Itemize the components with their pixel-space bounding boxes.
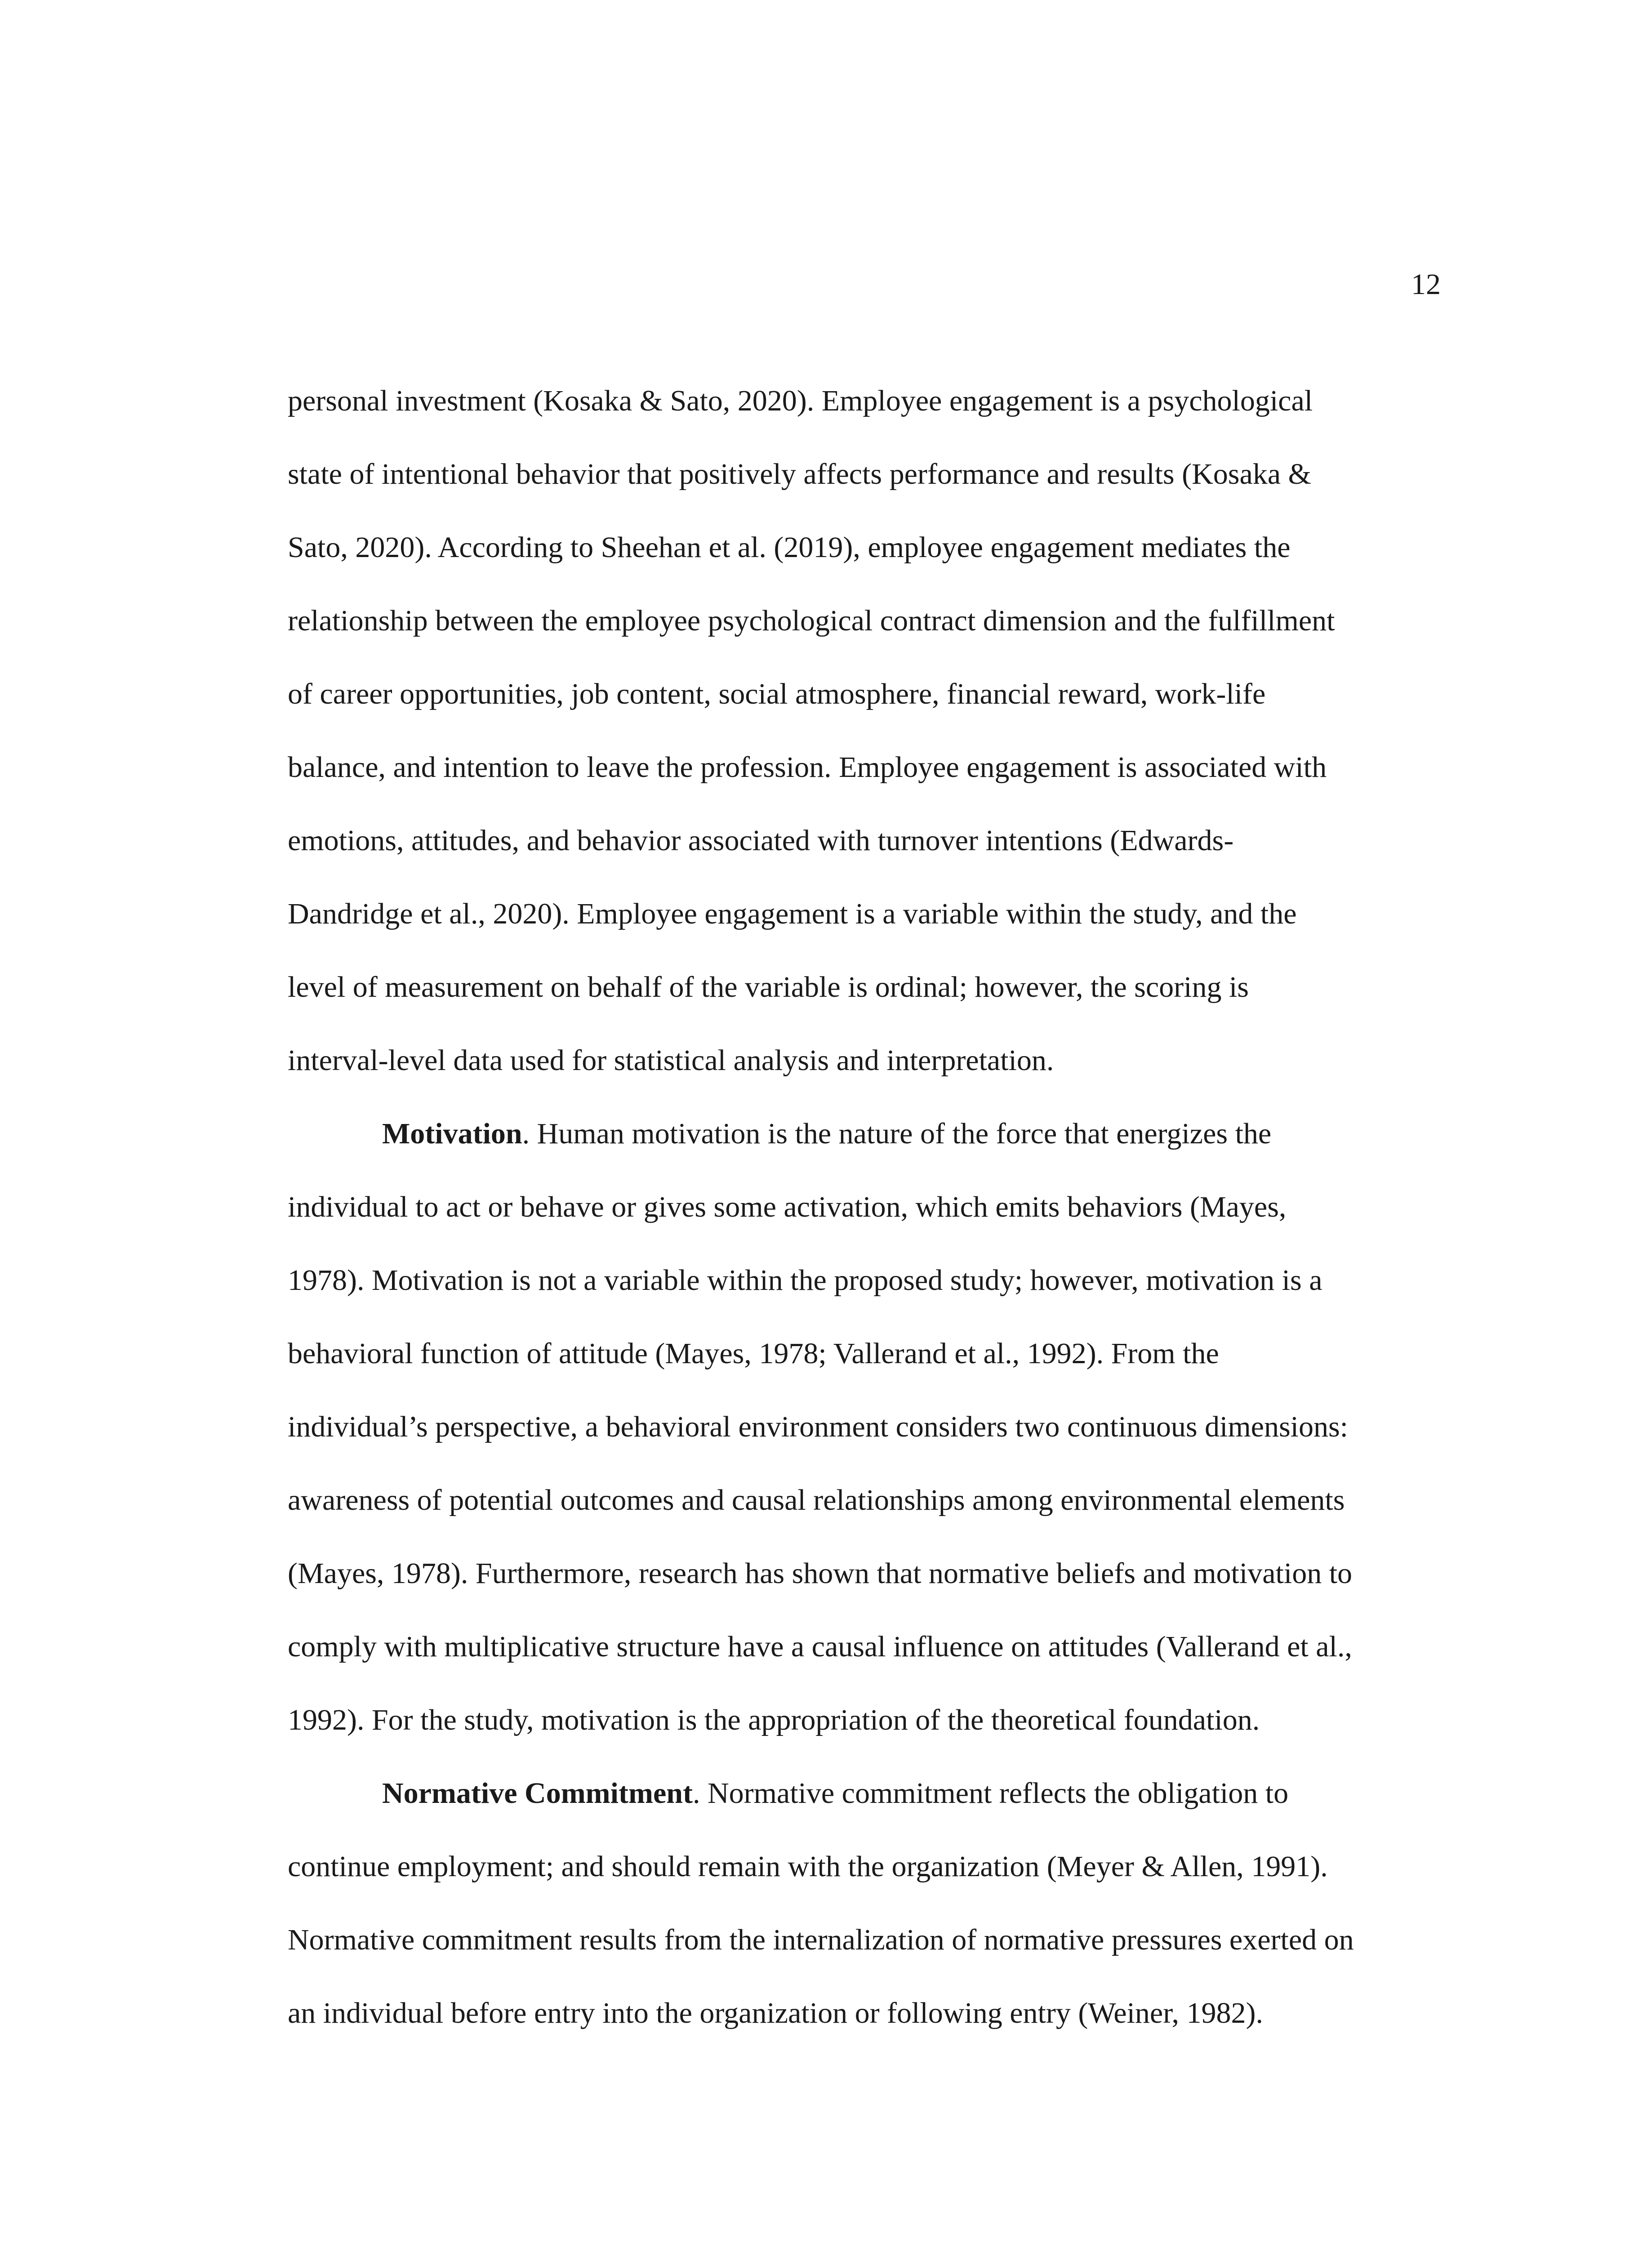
paragraph-1-line-3: Sato, 2020). According to Sheehan et al. (2019), employee engagement mediates the — [288, 531, 1291, 564]
paragraph-2-line-7: (Mayes, 1978). Furthermore, research has shown that normative beliefs and motivation to — [288, 1557, 1353, 1590]
paragraph-2-line-8: comply with multiplicative structure have a causal influence on attitudes (Vallerand et al., — [288, 1630, 1352, 1663]
paragraph-3-line-2: continue employment; and should remain with the organization (Meyer & Allen, 1991). — [288, 1850, 1328, 1883]
paragraph-2-line-2: individual to act or behave or gives some activation, which emits behaviors (Mayes, — [288, 1191, 1287, 1223]
paragraph-2-first-line — [288, 1097, 1443, 1170]
paragraph-1-line-8: Dandridge et al., 2020). Employee engagement is a variable within the study, and the — [288, 897, 1297, 930]
paragraph-2-line-4: behavioral function of attitude (Mayes, 1978; Vallerand et al., 1992). From the — [288, 1337, 1219, 1370]
paragraph-3-first-line-text: . Normative commitment reflects the obligation to — [692, 1777, 1289, 1810]
paragraph-1-line-5: of career opportunities, job content, social atmosphere, financial reward, work-life — [288, 678, 1266, 710]
paragraph-1-line-7: emotions, attitudes, and behavior associated with turnover intentions (Edwards- — [288, 824, 1234, 857]
paragraph-1-line-9: level of measurement on behalf of the variable is ordinal; however, the scoring is — [288, 971, 1249, 1004]
paragraph-2-line-3: 1978). Motivation is not a variable within the proposed study; however, motivation is a — [288, 1264, 1322, 1297]
paragraph-2-first-line-text: . Human motivation is the nature of the force that energizes the — [522, 1117, 1272, 1150]
paragraph-3-first-line — [288, 1757, 1443, 1830]
paragraph-1-line-1: personal investment (Kosaka & Sato, 2020). Employee engagement is a psychological — [288, 384, 1313, 417]
paragraph-2-line-6: awareness of potential outcomes and causal relationships among environmental elements — [288, 1484, 1345, 1517]
paragraph-1-line-10: interval-level data used for statistical analysis and interpretation. — [288, 1044, 1054, 1077]
paragraph-2-line-5: individual’s perspective, a behavioral environment considers two continuous dimensions: — [288, 1410, 1349, 1443]
paragraph-1-line-6: balance, and intention to leave the profession. Employee engagement is associated with — [288, 751, 1327, 784]
paragraph-1-line-4: relationship between the employee psychological contract dimension and the fulfillment — [288, 604, 1335, 637]
paragraph-3-line-4: an individual before entry into the organization or following entry (Weiner, 1982). — [288, 1997, 1264, 2029]
paragraph-3-line-3: Normative commitment results from the internalization of normative pressures exerted on — [288, 1923, 1354, 1956]
normative-commitment-heading: Normative Commitment — [382, 1777, 693, 1810]
body-text — [288, 364, 1443, 2050]
paragraph-2-line-9: 1992). For the study, motivation is the appropriation of the theoretical foundation. — [288, 1704, 1260, 1736]
page-number: 12 — [1411, 268, 1441, 301]
paragraph-1-line-2: state of intentional behavior that positively affects performance and results (Kosaka & — [288, 458, 1311, 491]
motivation-heading: Motivation — [382, 1117, 522, 1150]
